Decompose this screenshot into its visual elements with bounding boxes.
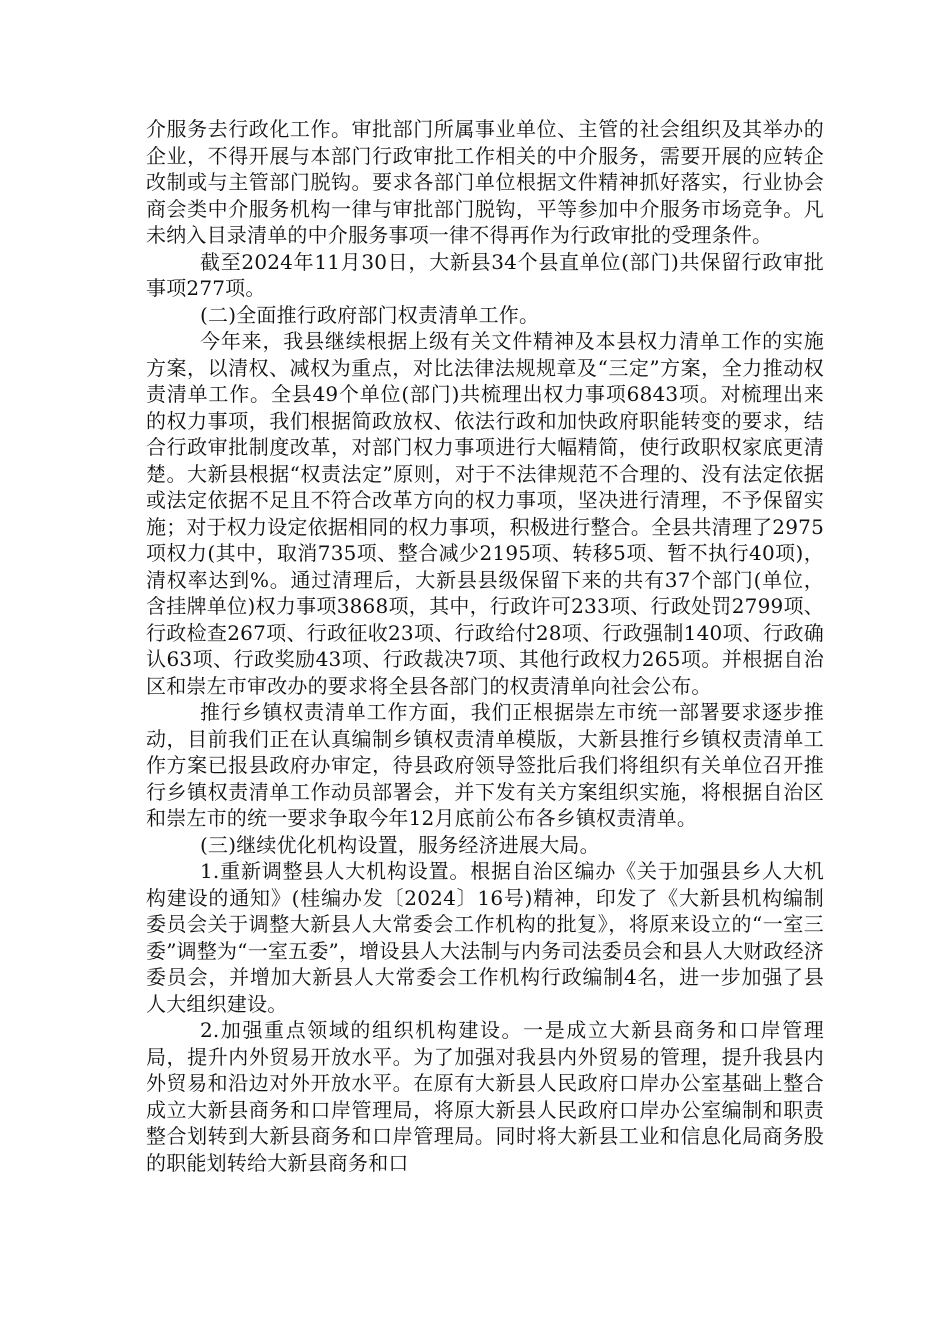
- paragraph-approval-items-count: 截至2024年11月30日，大新县34个县直单位(部门)共保留行政审批事项277项。: [146, 249, 824, 300]
- section-heading-3: (三)继续优化机构设置，服务经济进展大局。: [200, 832, 600, 857]
- paragraph-intermediary-services: 介服务去行政化工作。审批部门所属事业单位、主管的社会组织及其举办的企业，不得开展与本部门行政审批工作相关的中介服务，需要开展的应转企改制或与主管部门脱钩。要求各部门单位根据文件精神抓好落实，行业协会商会类中介服务机构一律与审批部门脱钩，平等参加中介服务市场竞争。凡未纳入目录清单的中介服务事项一律不得再作为行政审批的受理条件。: [146, 117, 824, 247]
- paragraph-commerce-port-bureau: 2.加强重点领域的组织机构建设。一是成立大新县商务和口岸管理局，提升内外贸易开放水平。为了加强对我县内外贸易的管理，提升我县内外贸易和沿边对外开放水平。在原有大新县人民政府口岸办公室基础上整合成立大新县商务和口岸管理局，将原大新县人民政府口岸办公室编制和职责整合划转到大新县商务和口岸管理局。同时将大新县工业和信息化局商务股的职能划转给大新县商务和口: [146, 1018, 824, 1175]
- paragraph-power-list: 今年来，我县继续根据上级有关文件精神及本县权力清单工作的实施方案，以清权、减权为重点，对比法律法规规章及“三定”方案，全力推动权责清单工作。全县49个单位(部门)共梳理出权力事项6843项。对梳理出来的权力事项，我们根据简政放权、依法行政和加快政府职能转变的要求，结合行政审批制度改革，对部门权力事项进行大幅精简，使行政职权家底更清楚。大新县根据“权责法定”原则，对于不法律规范不合理的、没有法定依据或法定依据不足且不符合改革方向的权力事项，坚决进行清理，不予保留实施；对于权力设定依据相同的权力事项，积极进行整合。全县共清理了2975项权力(其中，取消735项、整合减少2195项、转移5项、暂不执行40项)，清权率达到%。通过清理后，大新县县级保留下来的共有37个部门(单位，含挂牌单位)权力事项3868项，其中，行政许可233项、行政处罚2799项、行政检查267项、行政征收23项、行政给付28项、行政强制140项、行政确认63项、行政奖励43项、行政裁决7项、其他行政权力265项。并根据自治区和崇左市审改办的要求将全县各部门的权责清单向社会公布。: [146, 329, 824, 698]
- paragraph-people-congress: 1.重新调整县人大机构设置。根据自治区编办《关于加强县乡人大机构建设的通知》(桂编办发〔2024〕16号)精神，印发了《大新县机构编制委员会关于调整大新县人大常委会工作机构的批复》，将原来设立的“一室三委”调整为“一室五委”，增设县人大法制与内务司法委员会和县人大财政经济委员会，并增加大新县人大常委会工作机构行政编制4名，进一步加强了县人大组织建设。: [146, 859, 824, 1016]
- document-body: [146, 116, 824, 1176]
- paragraph-township-list: 推行乡镇权责清单工作方面，我们正根据崇左市统一部署要求逐步推动，目前我们正在认真编制乡镇权责清单模版，大新县推行乡镇权责清单工作方案已报县政府办审定，待县政府领导签批后我们将组织有关单位召开推行乡镇权责清单工作动员部署会，并下发有关方案组织实施，将根据自治区和崇左市的统一要求争取今年12月底前公布各乡镇权责清单。: [146, 700, 824, 830]
- section-heading-2: (二)全面推行政府部门权责清单工作。: [200, 302, 540, 327]
